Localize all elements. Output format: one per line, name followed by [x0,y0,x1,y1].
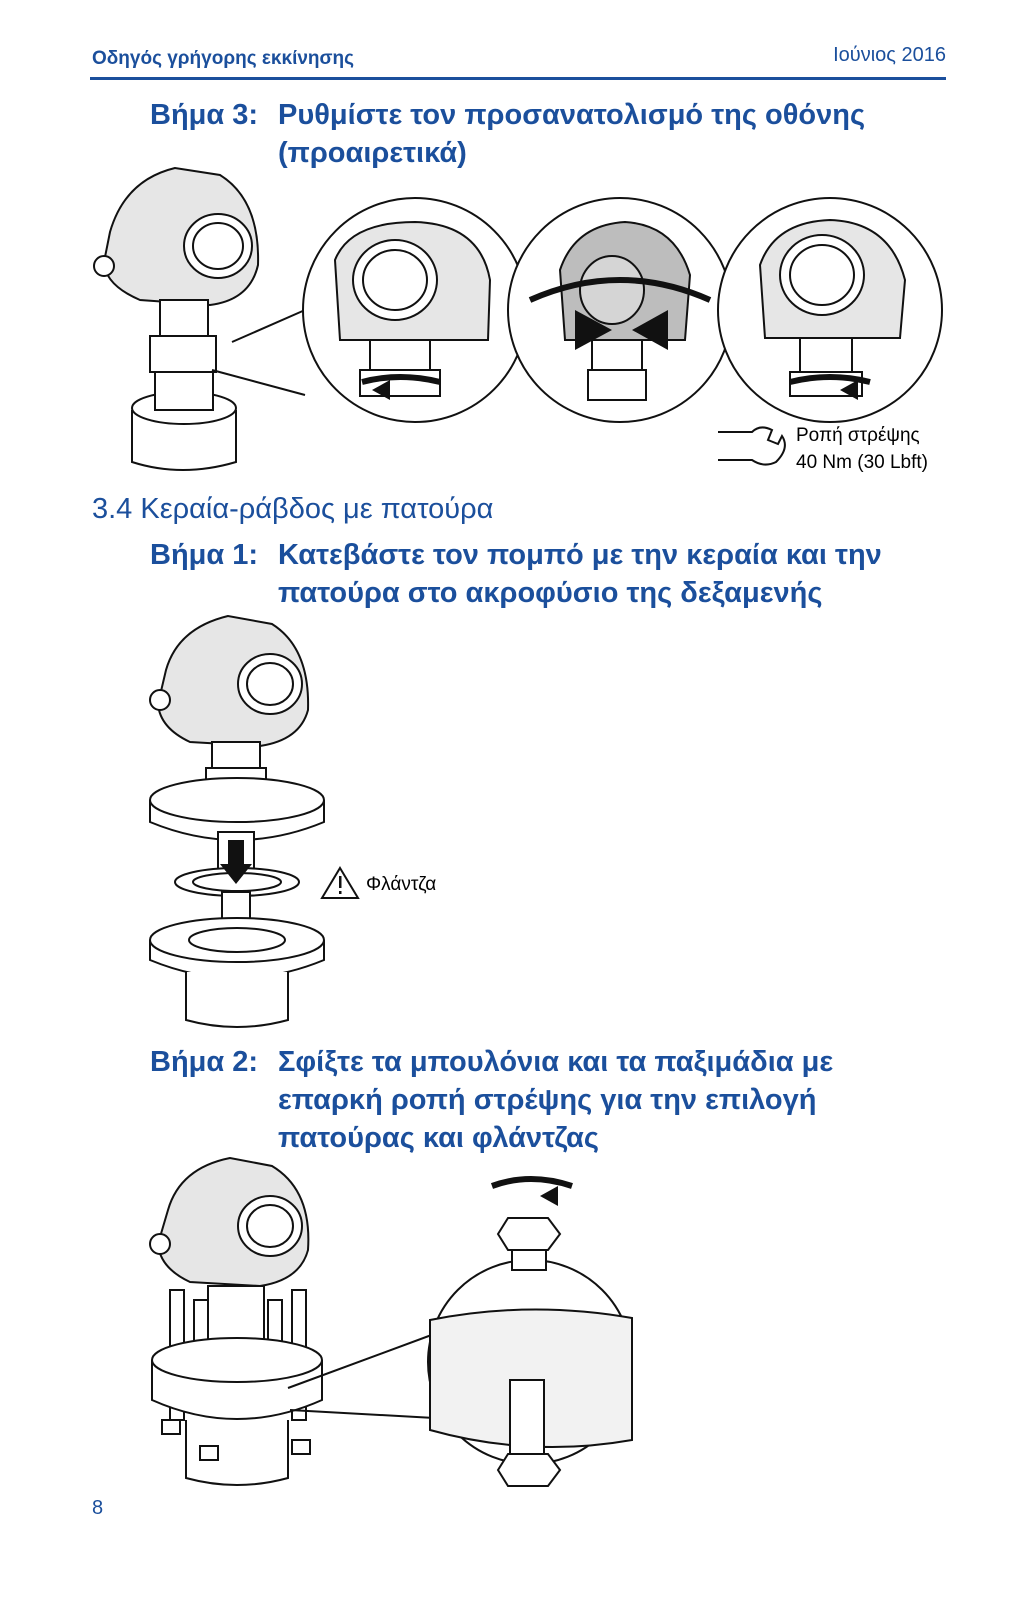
step2-text: Σφίξτε τα μπουλόνια και τα παξιμάδια με επαρκή ροπή στρέψης για την επιλογή πατούρας και φλάντζας [278,1046,834,1154]
header-date: Ιούνιος 2016 [833,44,946,66]
torque-label: Ροπή στρέψης [796,425,920,446]
step3-number: Βήμα 3: [150,99,259,131]
gasket-label: Φλάντζα [366,874,437,895]
torque-value: 40 Nm (30 Lbft) [796,452,928,473]
step2-number: Βήμα 2: [150,1046,259,1078]
step1-text: Κατεβάστε τον πομπό με την κεραία και την πατούρα στο ακροφύσιο της δεξαμενής [278,539,882,609]
step1-number: Βήμα 1: [150,539,259,571]
header-title: Οδηγός γρήγορης εκκίνησης [92,48,355,69]
page-number: 8 [92,1497,104,1519]
step3-text: Ρυθμίστε τον προσανατολισμό της οθόνης (προαιρετικά) [278,99,866,169]
section-title: 3.4 Κεραία-ράβδος με πατούρα [92,493,494,525]
